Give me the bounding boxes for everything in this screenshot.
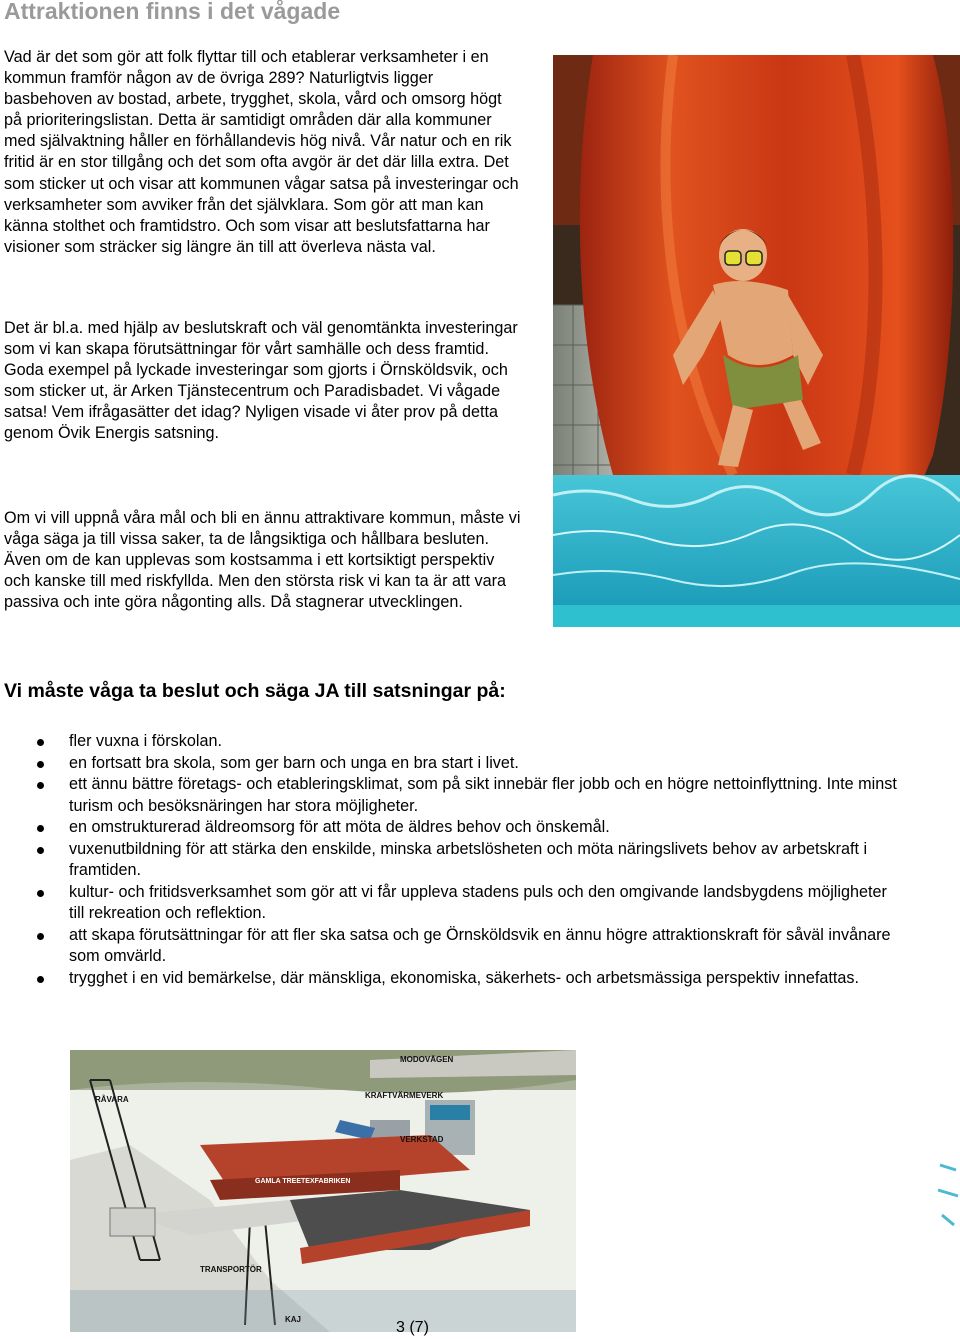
page-title: Attraktionen finns i det vågade bbox=[4, 0, 341, 24]
page-number: 3 (7) bbox=[396, 1319, 429, 1336]
map-label-gamla: GAMLA TREETEXFABRIKEN bbox=[255, 1178, 351, 1185]
list-item: fler vuxna i förskolan. bbox=[0, 731, 900, 753]
map-label-verkstad: VERKSTAD bbox=[400, 1135, 444, 1144]
list-item: en omstrukturerad äldreomsorg för att möta de äldres behov och önskemål. bbox=[0, 817, 900, 839]
list-item: kultur- och fritidsverksamhet som gör att vi får uppleva stadens puls och den omgivande landsbygdens möjligheter till rekreation och reflektion. bbox=[0, 882, 900, 925]
section-heading: Vi måste våga ta beslut och säga JA till satsningar på: bbox=[4, 680, 506, 702]
priorities-list bbox=[0, 731, 900, 989]
goals-paragraph: Om vi vill uppnå våra mål och bli en ännu attraktivare kommun, måste vi våga säga ja till vissa saker, ta de långsiktiga och hållbara besluten. Även om de kan upplevas som kostsamma i ett kortsiktigt perspektiv och kanske till med riskfyllda. Men den största risk vi kan ta är att vara passiva och inte göra någonting alls. Då stagnerar utvecklingen. bbox=[4, 509, 521, 612]
map-label-kraftvarmeverk: KRAFTVÄRMEVERK bbox=[365, 1091, 444, 1100]
map-label-ravara: RÅVARA bbox=[95, 1095, 129, 1104]
investments-paragraph: Det är bl.a. med hjälp av beslutskraft och väl genomtänkta investeringar som vi kan skapa förutsättningar för vårt samhälle och dess framtid. Goda exempel på lyckade investeringar som gjorts i Örnsköldsvik, och som sticker ut, är Arken Tjänstecentrum och Paradisbadet. Vi vågade satsa! Vem ifrågasätter det idag? Nyligen visade vi åter prov på detta genom Övik Energis satsning. bbox=[4, 319, 518, 443]
list-item: trygghet i en vid bemärkelse, där mänskliga, ekonomiska, säkerhets- och arbetsmässiga perspektiv innefattas. bbox=[0, 968, 900, 990]
list-item: att skapa förutsättningar för att fler ska satsa och ge Örnsköldsvik en ännu högre attraktionskraft för såväl invånare som omvärld. bbox=[0, 925, 900, 968]
intro-paragraph: Vad är det som gör att folk flyttar till och etablerar verksamheter i en kommun framför någon av de övriga 289? Naturligtvis ligger basbehoven av bostad, arbete, trygghet, skola, vård och omsorg högt på prioriteringslistan. Detta är samtidigt områden där alla kommuner med självaktning håller en förhållandevis hög nivå. Vår natur och en rik fritid är en stor tillgång och det som ofta avgör är det där lilla extra. Det som sticker ut och visar att kommunen vågar satsa på investeringar och verksamheter som avviker från det självklara. Som gör att man kan känna stolthet och framtidstro. Och som visar att beslutsfattarna har visioner som sträcker sig längre än till att överleva nästa val. bbox=[4, 48, 519, 256]
map-label-modovagen: MODOVÄGEN bbox=[400, 1055, 454, 1064]
map-fragment-image bbox=[936, 1160, 960, 1230]
site-map-illustration bbox=[70, 1050, 576, 1332]
water-slide-photo bbox=[553, 55, 960, 627]
list-item: ett ännu bättre företags- och etableringsklimat, som på sikt innebär fler jobb och en högre nettoinflyttning. Inte minst turism och besöksnäringen har stora möjligheter. bbox=[0, 774, 900, 817]
list-item: en fortsatt bra skola, som ger barn och unga en bra start i livet. bbox=[0, 753, 900, 775]
map-label-kaj: KAJ bbox=[285, 1315, 302, 1324]
map-label-transportor: TRANSPORTÖR bbox=[200, 1265, 262, 1274]
list-item: vuxenutbildning för att stärka den enskilde, minska arbetslösheten och möta näringslivets behov av arbetskraft i framtiden. bbox=[0, 839, 900, 882]
